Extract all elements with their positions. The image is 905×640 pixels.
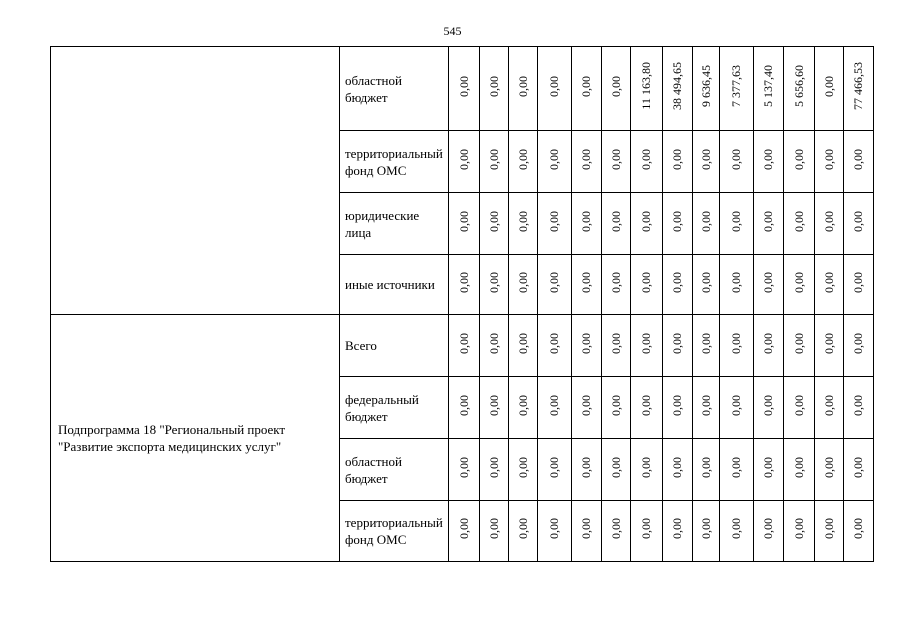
value-text: 0,00 — [791, 271, 806, 293]
value-text: 0,00 — [639, 518, 653, 539]
value-cell — [844, 47, 874, 131]
value-text: 0,00 — [729, 148, 743, 170]
value-cell — [631, 131, 663, 193]
value-cell — [754, 501, 784, 562]
value-text: 0,00 — [698, 148, 713, 170]
value-cell — [480, 501, 509, 562]
value-text: 0,00 — [851, 394, 865, 416]
value-cell — [602, 315, 631, 377]
value-cell — [720, 47, 754, 131]
page-number: 545 — [443, 24, 462, 38]
value-text: 0,00 — [579, 210, 593, 232]
value-cell — [815, 193, 844, 255]
value-cell — [480, 47, 509, 131]
value-cell — [572, 377, 602, 439]
value-text: 0,00 — [515, 148, 530, 170]
value-text: 0,00 — [639, 148, 653, 170]
value-text: 0,00 — [486, 456, 501, 478]
value-cell — [663, 439, 693, 501]
value-cell — [784, 255, 815, 315]
value-cell — [602, 439, 631, 501]
value-cell — [663, 131, 693, 193]
value-text: 0,00 — [761, 456, 775, 478]
value-cell — [572, 193, 602, 255]
value-text: 0,00 — [729, 332, 743, 354]
value-cell — [754, 255, 784, 315]
value-text: 0,00 — [851, 210, 865, 232]
funding-table — [50, 46, 874, 562]
value-text: 0,00 — [821, 210, 836, 232]
value-text: 0,00 — [639, 394, 653, 416]
value-cell — [663, 255, 693, 315]
value-text: 0,00 — [608, 210, 623, 232]
value-text: 5 656,60 — [791, 65, 806, 107]
value-cell — [693, 47, 720, 131]
value-cell — [572, 501, 602, 562]
value-text: 11 163,80 — [639, 62, 653, 110]
value-cell — [844, 315, 874, 377]
value-text: 0,00 — [851, 518, 865, 539]
value-cell — [844, 377, 874, 439]
value-text: 0,00 — [456, 456, 471, 478]
value-text: 0,00 — [670, 394, 684, 416]
value-text: 0,00 — [761, 148, 775, 170]
value-text: 0,00 — [639, 210, 653, 232]
value-cell — [720, 377, 754, 439]
value-text: 9 636,45 — [698, 65, 713, 107]
value-cell — [602, 47, 631, 131]
value-cell — [631, 193, 663, 255]
value-text: 0,00 — [851, 148, 865, 170]
value-text: 0,00 — [456, 271, 471, 293]
value-text: 0,00 — [515, 271, 530, 293]
value-cell — [509, 315, 538, 377]
value-text: 0,00 — [698, 332, 713, 354]
value-cell — [538, 377, 572, 439]
table-row — [51, 315, 874, 377]
value-text: 0,00 — [729, 394, 743, 416]
funding-source-cell: федеральный бюджет — [340, 377, 449, 439]
value-cell — [631, 439, 663, 501]
value-cell — [509, 439, 538, 501]
value-cell — [509, 131, 538, 193]
value-cell — [538, 131, 572, 193]
value-cell — [693, 439, 720, 501]
value-text: 0,00 — [579, 148, 593, 170]
funding-source-cell: территориальный фонд ОМС — [340, 131, 449, 193]
value-text: 0,00 — [608, 75, 623, 97]
funding-source-cell: юридические лица — [340, 193, 449, 255]
value-text: 0,00 — [579, 271, 593, 293]
value-text: 0,00 — [456, 518, 471, 539]
value-text: 0,00 — [791, 332, 806, 354]
value-text: 0,00 — [729, 456, 743, 478]
program-cell-empty — [51, 47, 340, 315]
value-cell — [815, 47, 844, 131]
value-text: 0,00 — [791, 456, 806, 478]
value-text: 0,00 — [456, 75, 471, 97]
value-text: 0,00 — [729, 210, 743, 232]
value-text: 0,00 — [547, 456, 561, 478]
value-text: 0,00 — [639, 456, 653, 478]
value-cell — [449, 255, 480, 315]
value-text: 0,00 — [456, 394, 471, 416]
value-cell — [538, 315, 572, 377]
value-text: 0,00 — [729, 518, 743, 539]
value-text: 0,00 — [456, 332, 471, 354]
value-cell — [449, 501, 480, 562]
value-cell — [815, 131, 844, 193]
value-text: 0,00 — [670, 518, 684, 539]
value-text: 0,00 — [547, 518, 561, 539]
value-cell — [663, 501, 693, 562]
value-cell — [720, 255, 754, 315]
value-text: 0,00 — [547, 332, 561, 354]
value-cell — [480, 439, 509, 501]
funding-source-cell: областной бюджет — [340, 439, 449, 501]
value-cell — [754, 439, 784, 501]
value-cell — [480, 255, 509, 315]
value-cell — [538, 501, 572, 562]
value-cell — [754, 47, 784, 131]
value-text: 0,00 — [515, 518, 530, 539]
funding-source-cell: иные источники — [340, 255, 449, 315]
value-cell — [693, 131, 720, 193]
value-cell — [784, 47, 815, 131]
value-text: 0,00 — [547, 148, 561, 170]
value-cell — [754, 315, 784, 377]
value-text: 0,00 — [821, 456, 836, 478]
value-cell — [449, 377, 480, 439]
value-cell — [480, 131, 509, 193]
value-cell — [631, 377, 663, 439]
value-text: 0,00 — [698, 271, 713, 293]
value-text: 0,00 — [791, 518, 806, 539]
value-text: 0,00 — [579, 518, 593, 539]
value-cell — [509, 193, 538, 255]
funding-source-cell: областной бюджет — [340, 47, 449, 131]
value-text: 0,00 — [791, 148, 806, 170]
value-text: 0,00 — [761, 332, 775, 354]
value-cell — [572, 131, 602, 193]
value-text: 7 377,63 — [729, 65, 743, 107]
value-text: 0,00 — [456, 148, 471, 170]
value-text: 0,00 — [698, 456, 713, 478]
value-cell — [720, 315, 754, 377]
value-cell — [815, 315, 844, 377]
value-text: 0,00 — [486, 394, 501, 416]
value-cell — [449, 315, 480, 377]
value-text: 0,00 — [670, 332, 684, 354]
value-cell — [449, 439, 480, 501]
value-text: 0,00 — [821, 394, 836, 416]
value-text: 0,00 — [608, 518, 623, 539]
value-text: 0,00 — [579, 75, 593, 97]
value-text: 0,00 — [639, 332, 653, 354]
value-cell — [631, 255, 663, 315]
value-text: 5 137,40 — [761, 65, 775, 107]
value-cell — [663, 377, 693, 439]
value-text: 0,00 — [851, 271, 865, 293]
table-row — [51, 47, 874, 131]
value-text: 0,00 — [608, 456, 623, 478]
value-text: 0,00 — [579, 456, 593, 478]
value-text: 38 494,65 — [670, 62, 684, 110]
value-text: 0,00 — [547, 210, 561, 232]
value-text: 0,00 — [608, 148, 623, 170]
value-cell — [631, 47, 663, 131]
value-text: 0,00 — [515, 456, 530, 478]
value-cell — [844, 439, 874, 501]
value-cell — [509, 377, 538, 439]
value-text: 0,00 — [515, 210, 530, 232]
value-cell — [844, 501, 874, 562]
value-cell — [480, 193, 509, 255]
value-text: 0,00 — [761, 394, 775, 416]
value-text: 0,00 — [515, 394, 530, 416]
value-cell — [693, 315, 720, 377]
value-cell — [815, 501, 844, 562]
value-cell — [538, 193, 572, 255]
value-cell — [844, 255, 874, 315]
value-text: 0,00 — [486, 271, 501, 293]
value-text: 0,00 — [761, 518, 775, 539]
value-text: 0,00 — [791, 210, 806, 232]
value-cell — [815, 377, 844, 439]
value-text: 0,00 — [486, 75, 501, 97]
value-cell — [663, 47, 693, 131]
value-cell — [844, 193, 874, 255]
value-text: 0,00 — [515, 332, 530, 354]
funding-source-cell: территориальный фонд ОМС — [340, 501, 449, 562]
value-cell — [631, 501, 663, 562]
value-cell — [754, 131, 784, 193]
value-cell — [720, 131, 754, 193]
value-cell — [572, 315, 602, 377]
value-cell — [784, 131, 815, 193]
value-cell — [663, 193, 693, 255]
value-cell — [784, 377, 815, 439]
value-cell — [449, 131, 480, 193]
value-text: 0,00 — [547, 394, 561, 416]
value-text: 0,00 — [608, 271, 623, 293]
program-name-cell: Подпрограмма 18 "Региональный проект "Развитие экспорта медицинских услуг" — [51, 315, 340, 562]
value-text: 0,00 — [821, 332, 836, 354]
value-text: 0,00 — [515, 75, 530, 97]
value-cell — [815, 439, 844, 501]
value-text: 0,00 — [821, 271, 836, 293]
value-cell — [784, 193, 815, 255]
value-cell — [693, 377, 720, 439]
value-cell — [602, 131, 631, 193]
value-cell — [572, 255, 602, 315]
value-text: 0,00 — [547, 75, 561, 97]
value-text: 0,00 — [608, 332, 623, 354]
value-text: 0,00 — [608, 394, 623, 416]
value-text: 0,00 — [579, 394, 593, 416]
value-text: 0,00 — [698, 518, 713, 539]
value-text: 0,00 — [486, 518, 501, 539]
value-cell — [509, 47, 538, 131]
value-cell — [602, 255, 631, 315]
value-text: 0,00 — [579, 332, 593, 354]
value-cell — [572, 47, 602, 131]
value-cell — [784, 439, 815, 501]
value-text: 0,00 — [698, 394, 713, 416]
value-cell — [844, 131, 874, 193]
value-cell — [602, 193, 631, 255]
value-text: 0,00 — [761, 210, 775, 232]
value-text: 0,00 — [486, 148, 501, 170]
value-cell — [509, 501, 538, 562]
value-text: 0,00 — [761, 271, 775, 293]
value-cell — [449, 193, 480, 255]
value-cell — [663, 315, 693, 377]
value-text: 0,00 — [456, 210, 471, 232]
value-cell — [509, 255, 538, 315]
value-text: 77 466,53 — [851, 62, 865, 110]
value-text: 0,00 — [851, 332, 865, 354]
value-text: 0,00 — [670, 456, 684, 478]
value-text: 0,00 — [791, 394, 806, 416]
value-cell — [538, 47, 572, 131]
value-cell — [538, 255, 572, 315]
value-text: 0,00 — [729, 271, 743, 293]
value-text: 0,00 — [486, 210, 501, 232]
value-cell — [572, 439, 602, 501]
value-text: 0,00 — [851, 456, 865, 478]
value-text: 0,00 — [670, 210, 684, 232]
value-cell — [538, 439, 572, 501]
value-cell — [480, 315, 509, 377]
value-cell — [449, 47, 480, 131]
funding-source-cell: Всего — [340, 315, 449, 377]
value-cell — [602, 501, 631, 562]
value-cell — [754, 377, 784, 439]
value-cell — [693, 255, 720, 315]
value-text: 0,00 — [698, 210, 713, 232]
value-cell — [815, 255, 844, 315]
value-text: 0,00 — [670, 148, 684, 170]
value-text: 0,00 — [821, 75, 836, 97]
value-cell — [720, 439, 754, 501]
value-cell — [720, 193, 754, 255]
value-text: 0,00 — [821, 148, 836, 170]
value-cell — [602, 377, 631, 439]
value-text: 0,00 — [639, 271, 653, 293]
value-cell — [720, 501, 754, 562]
value-cell — [480, 377, 509, 439]
value-cell — [784, 315, 815, 377]
value-text: 0,00 — [486, 332, 501, 354]
value-text: 0,00 — [670, 271, 684, 293]
value-text: 0,00 — [547, 271, 561, 293]
value-text: 0,00 — [821, 518, 836, 539]
value-cell — [693, 501, 720, 562]
value-cell — [784, 501, 815, 562]
value-cell — [631, 315, 663, 377]
value-cell — [754, 193, 784, 255]
value-cell — [693, 193, 720, 255]
